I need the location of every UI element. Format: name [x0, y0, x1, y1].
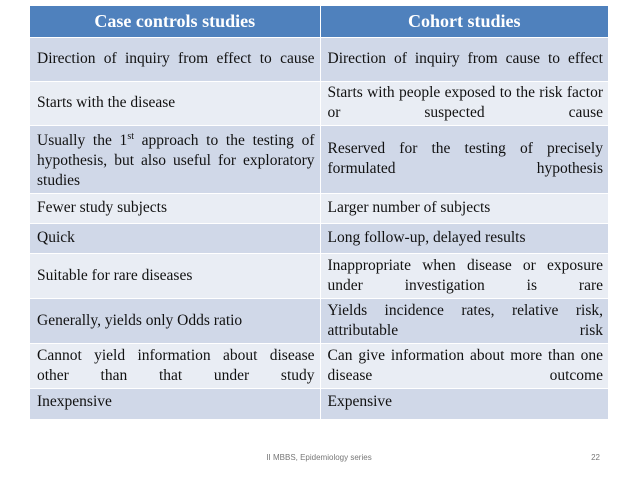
cohort-cell: Long follow-up, delayed results [320, 224, 608, 254]
case-control-text-rest: approach to the testing of hypothesis, but also useful for exploratory studies [37, 132, 315, 190]
cohort-cell: Reserved for the testing of precisely formulated hypothesis [320, 126, 608, 194]
table-row [30, 82, 608, 126]
case-control-cell: Suitable for rare diseases [30, 254, 320, 299]
table-row [30, 389, 608, 419]
cohort-cell: Direction of inquiry from cause to effect [320, 38, 608, 82]
cohort-header: Cohort studies [320, 6, 608, 38]
ordinal-superscript: st [127, 131, 134, 142]
comparison-table [30, 6, 608, 419]
cohort-cell: Yields incidence rates, relative risk, attributable risk [320, 299, 608, 344]
table-row [30, 38, 608, 82]
cohort-cell: Expensive [320, 389, 608, 419]
table-row [30, 126, 608, 194]
table-row [30, 344, 608, 389]
footer-series-text: II MBBS, Epidemiology series [266, 453, 372, 462]
table-row [30, 194, 608, 224]
case-control-text: Usually the 1 [37, 132, 128, 150]
header-row [30, 6, 608, 38]
case-control-cell: Direction of inquiry from effect to cause [30, 38, 320, 82]
cohort-cell: Inappropriate when disease or exposure under investigation is rare [320, 254, 608, 299]
case-control-cell: Generally, yields only Odds ratio [30, 299, 320, 344]
cohort-cell: Can give information about more than one disease outcome [320, 344, 608, 389]
case-control-cell: Cannot yield information about disease other than that under study [30, 344, 320, 389]
case-control-cell: Starts with the disease [30, 82, 320, 126]
table-row [30, 254, 608, 299]
case-control-header: Case controls studies [30, 6, 320, 38]
case-control-cell: Fewer study subjects [30, 194, 320, 224]
page-number: 22 [591, 453, 600, 462]
table-row [30, 299, 608, 344]
case-control-cell: Inexpensive [30, 389, 320, 419]
table-row [30, 224, 608, 254]
cohort-cell: Starts with people exposed to the risk factor or suspected cause [320, 82, 608, 126]
case-control-cell [30, 126, 320, 194]
slide-footer [0, 451, 638, 465]
cohort-cell: Larger number of subjects [320, 194, 608, 224]
case-control-cell: Quick [30, 224, 320, 254]
